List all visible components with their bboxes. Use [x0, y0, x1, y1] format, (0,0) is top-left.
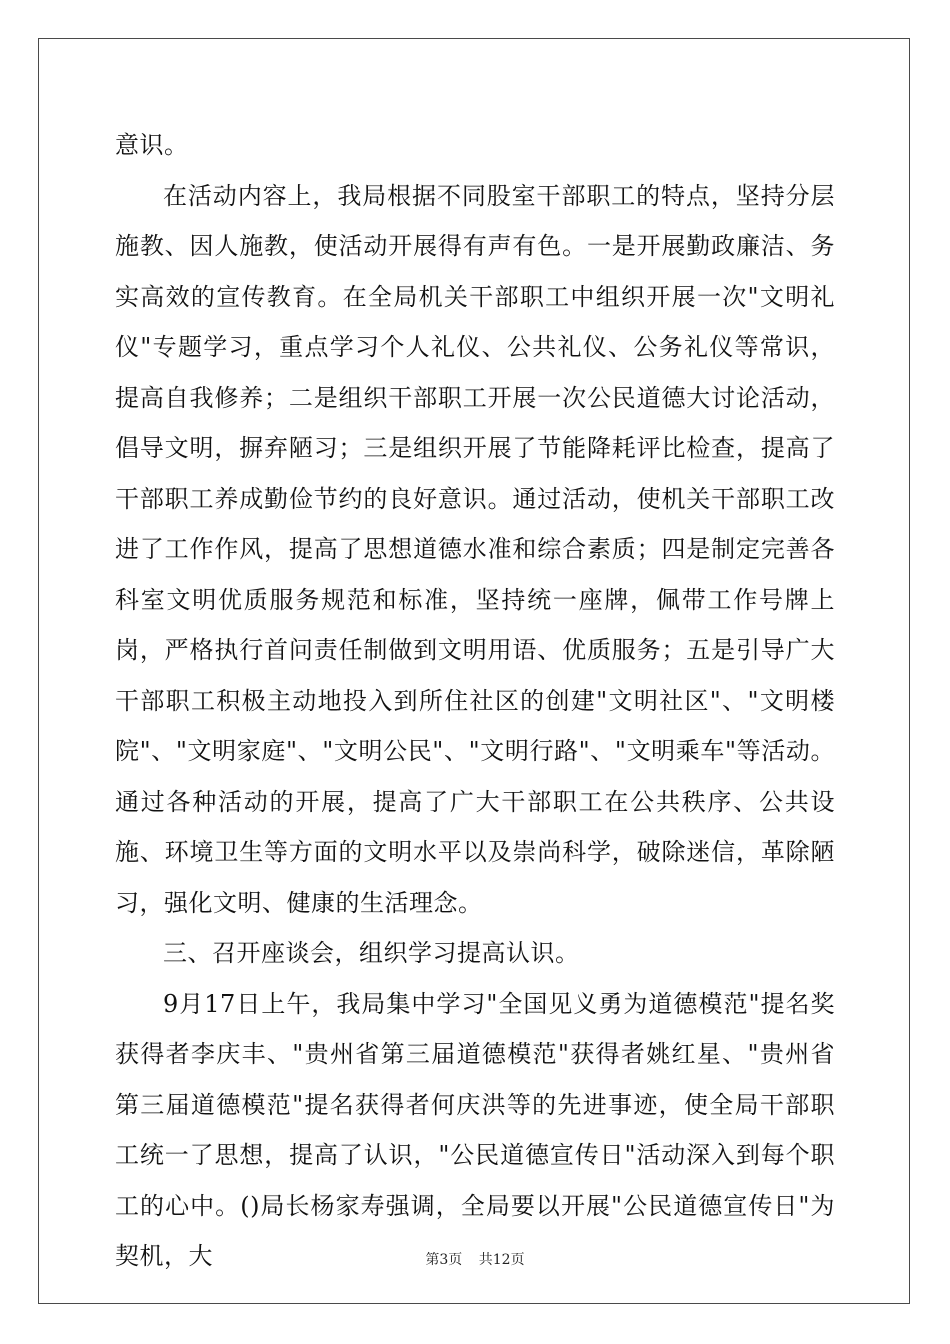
paragraph-activities: 在活动内容上，我局根据不同股室干部职工的特点，坚持分层施教、因人施教，使活动开展得有声有色。一是开展勤政廉洁、务实高效的宣传教育。在全局机关干部职工中组织开展一次"文明礼仪"专题学习，重点学习个人礼仪、公共礼仪、公务礼仪等常识，提高自我修养；二是组织干部职工开展一次公民道德大讨论活动，倡导文明，摒弃陋习；三是组织开展了节能降耗评比检查，提高了干部职工养成勤俭节约的良好意识。通过活动，使机关干部职工改进了工作作风，提高了思想道德水准和综合素质；四是制定完善各科室文明优质服务规范和标准，坚持统一座牌，佩带工作号牌上岗，严格执行首问责任制做到文明用语、优质服务；五是引导广大干部职工积极主动地投入到所住社区的创建"文明社区"、"文明楼院"、"文明家庭"、"文明公民"、"文明行路"、"文明乘车"等活动。通过各种活动的开展，提高了广大干部职工在公共秩序、公共设施、环境卫生等方面的文明水平以及崇尚科学，破除迷信，革除陋习，强化文明、健康的生活理念。	[115, 181, 835, 917]
page-number: 第3页	[425, 1252, 463, 1268]
section-heading: 三、召开座谈会，组织学习提高认识。	[163, 939, 580, 967]
document-body	[115, 120, 835, 1282]
paragraph-continuation: 意识。	[115, 131, 189, 159]
paragraph-meeting: 9月17日上午，我局集中学习"全国见义勇为道德模范"提名奖获得者李庆丰、"贵州省第三届道德模范"获得者姚红星、"贵州省第三届道德模范"提名获得者何庆洪等的先进事迹，使全局干部职工统一了思想，提高了认识，"公民道德宣传日"活动深入到每个职工的心中。()局长杨家寿强调，全局要以开展"公民道德宣传日"为契机，大	[115, 989, 835, 1270]
page-footer	[0, 1249, 950, 1269]
page-total: 共12页	[478, 1252, 525, 1268]
